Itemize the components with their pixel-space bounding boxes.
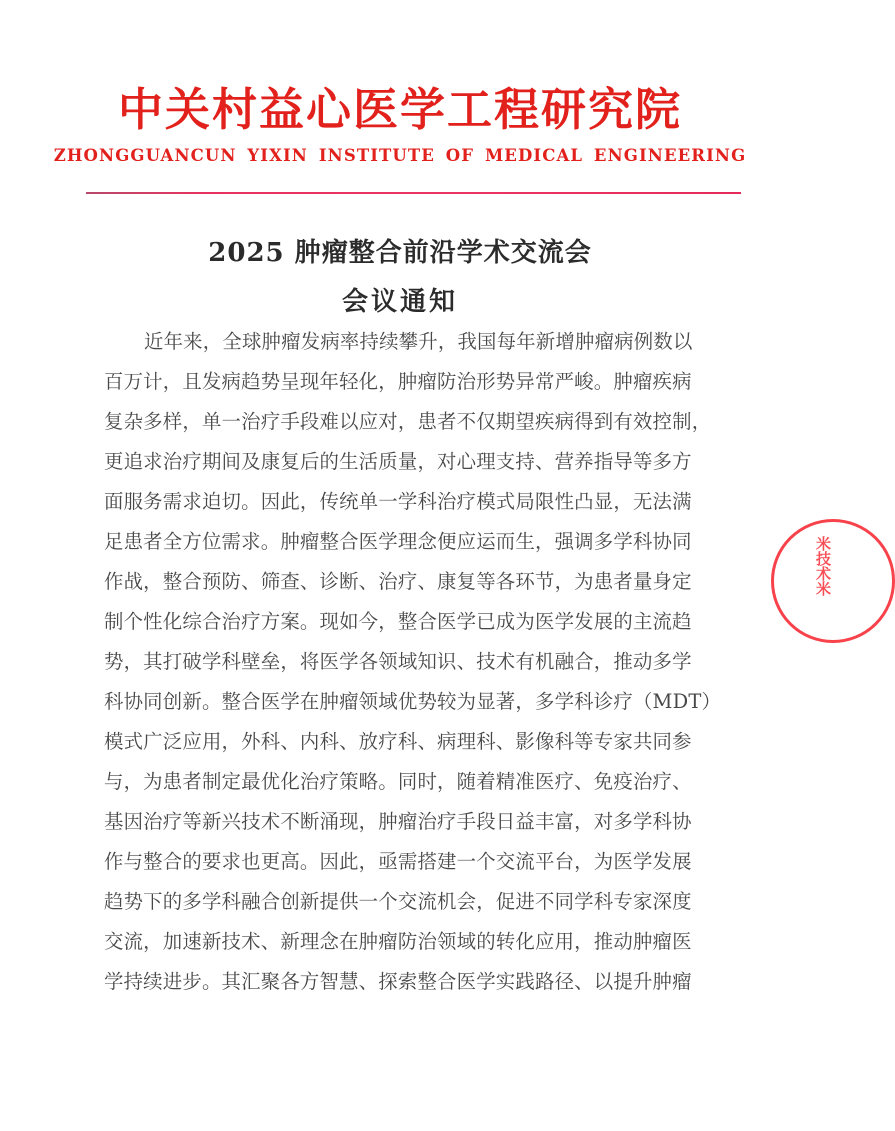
body-line: 基因治疗等新兴技术不断涌现，肿瘤治疗手段日益丰富，对多学科协 — [104, 810, 692, 833]
document-subtitle: 会议通知 — [341, 287, 458, 318]
body-line: 作战，整合预防、筛查、诊断、治疗、康复等各环节，为患者量身定 — [104, 570, 692, 593]
body-line: 足患者全方位需求。肿瘤整合医学理念便应运而生，强调多学科协同 — [104, 530, 692, 553]
body-line: 交流，加速新技术、新理念在肿瘤防治领域的转化应用，推动肿瘤医 — [104, 930, 692, 953]
organization-name-chinese: 中关村益心医学工程研究院 — [117, 83, 682, 136]
document-title-block — [0, 238, 800, 318]
body-line: 科协同创新。整合医学在肿瘤领域优势较为显著，多学科诊疗（MDT） — [104, 690, 722, 713]
official-seal-stamp — [771, 519, 895, 643]
document-body — [104, 322, 722, 1002]
body-line: 复杂多样，单一治疗手段难以应对，患者不仅期望疾病得到有效控制， — [104, 410, 712, 433]
body-line: 势，其打破学科壁垒，将医学各领域知识、技术有机融合，推动多学 — [104, 650, 692, 673]
body-line: 趋势下的多学科融合创新提供一个交流机会，促进不同学科专家深度 — [104, 890, 692, 913]
body-line: 近年来，全球肿瘤发病率持续攀升，我国每年新增肿瘤病例数以 — [144, 330, 693, 353]
letterhead-divider-rule — [86, 192, 741, 194]
body-line: 更追求治疗期间及康复后的生活质量，对心理支持、营养指导等多方 — [104, 450, 692, 473]
letterhead — [0, 0, 800, 165]
body-line: 面服务需求迫切。因此，传统单一学科治疗模式局限性凸显，无法满 — [104, 490, 692, 513]
seal-text: 米技术米 — [814, 536, 832, 596]
body-line: 与，为患者制定最优化治疗策略。同时，随着精准医疗、免疫治疗、 — [104, 770, 692, 793]
document-title: 2025 肿瘤整合前沿学术交流会 — [208, 238, 592, 268]
body-line: 制个性化综合治疗方案。现如今，整合医学已成为医学发展的主流趋 — [104, 610, 692, 633]
body-line: 百万计，且发病趋势呈现年轻化，肿瘤防治形势异常严峻。肿瘤疾病 — [104, 370, 692, 393]
body-line: 模式广泛应用，外科、内科、放疗科、病理科、影像科等专家共同参 — [104, 730, 692, 753]
organization-name-english: ZHONGGUANCUN YIXIN INSTITUTE OF MEDICAL ENGINEERING — [53, 145, 747, 165]
body-line: 学持续进步。其汇聚各方智慧、探索整合医学实践路径、以提升肿瘤 — [104, 970, 692, 993]
body-line: 作与整合的要求也更高。因此，亟需搭建一个交流平台，为医学发展 — [104, 850, 692, 873]
